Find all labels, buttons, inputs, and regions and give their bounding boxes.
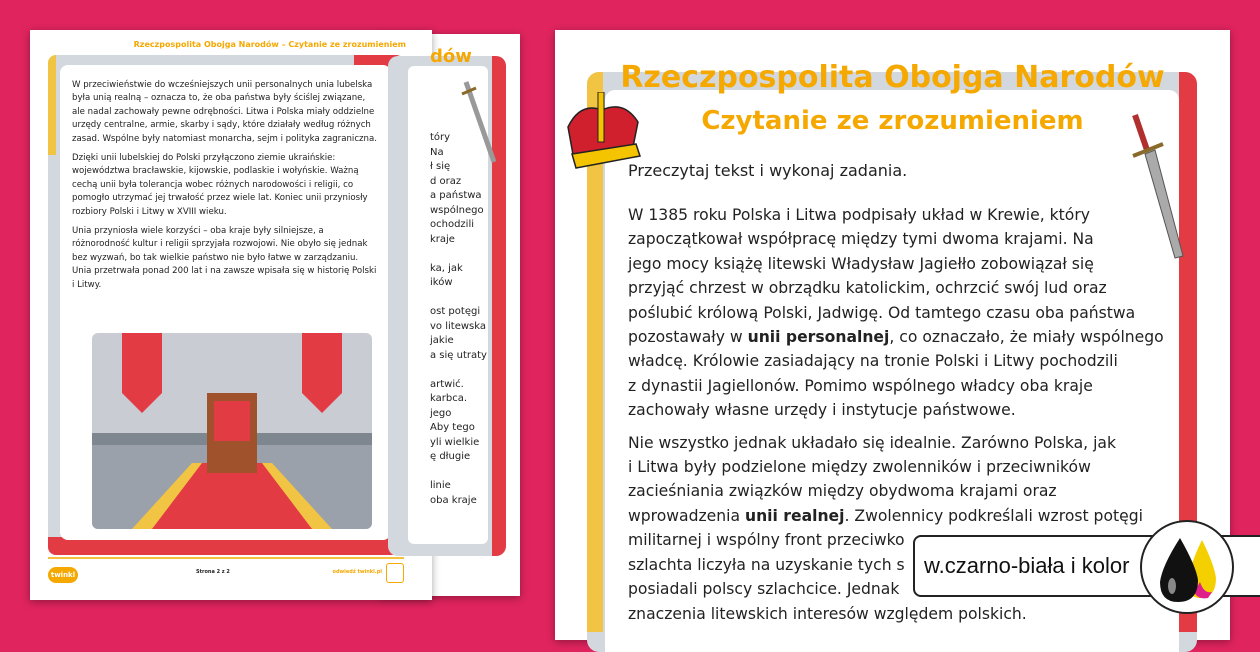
quality-logo [386, 563, 404, 583]
left-page [30, 30, 432, 600]
text-line: posiadali polscy szlachcice. Jednak [628, 580, 900, 599]
sword-icon [460, 76, 500, 166]
text-line: zacieśniania związków między obydwoma krajami oraz [628, 482, 1057, 501]
text-line: jego mocy książę litewski Władysław Jagiełło zobowiązał się [628, 254, 1094, 273]
text-line: zachowały własne urzędy i instytucje państwowe. [628, 401, 1016, 420]
text-line: szlachta liczyła na uzyskanie tych s [628, 555, 905, 574]
text-line: militarnej i wspólny front przeciwko [628, 531, 905, 550]
paragraph: Unia przyniosła wiele korzyści – oba kraje były silniejsze, a różnorodność kultur i religii sprzyjała rozwojowi. Nie obyło się jednak bez wyzwań, bo tak wielkie państwo nie było łatwe w zarządzaniu. Unia przetrwała ponad 200 lat i na zawsze wpisała się w historię Polski i Litwy. [72, 226, 377, 290]
text-line: zapoczątkował współpracę między tymi dwoma krajami. Na [628, 230, 1094, 249]
back-page-title: dów [430, 46, 472, 67]
paragraph: Dzięki unii lubelskiej do Polski przyłączono ziemie ukraińskie: województwa bracławskie, kijowskie, podlaskie i wołyńskie. Ważną cechą unii była tolerancja wobec różnych narodowości i religii, co pomogło utrzymać jej trwałość przez wiele lat. Koniec unii przyniosły rozbiory Polski i Litwy w XVIII wieku. [72, 153, 368, 217]
crown-icon [560, 92, 645, 172]
page-footer [48, 557, 404, 587]
page-title: Rzeczpospolita Obojga Narodów [620, 60, 1165, 95]
paragraph: W przeciwieństwie do wcześniejszych unii personalnych unia lubelska była unią realną – oznacza to, że oba państwa były ściślej związane, ale nadal zachowały pewne odrębności. Litwa i Polska miały oddzielne urzędy centralne, armie, skarby i sądy, które działały według różnych zasad. Wspólne były natomiast monarcha, sejm i polityka zagraniczna. [72, 80, 377, 144]
back-page-text: tóry Na ł się d oraz a państwa wspólnego ochodzili kraje ka, jak ików ost potęgi vo litewska jakie a się utraty artwić. karbca. jego Aby tego yli wielkie ę długie linie oba kraje [430, 132, 487, 506]
page-header: Rzeczpospolita Obojga Narodów – Czytanie ze zrozumieniem [133, 40, 406, 49]
text-line: znaczenia litewskich interesów względem polskich. [628, 604, 1027, 623]
text-line: Nie wszystko jednak układało się idealnie. Zarówno Polska, jak [628, 433, 1116, 452]
print-version-badge: w.czarno-biała i kolor [913, 535, 1260, 597]
paragraph: Nie wszystko jednak układało się idealnie. Zarówno Polska, jak i Litwa były podzielone między zwolenników i przeciwników zacieśniania związków między obydwoma krajami oraz wprowadzenia unii realnej. Zwolennicy podkreślali wzrost potęgi militarnej i wspólny front przeciwko szlachta liczyła na uzyskanie tych s posiadali polscy szlachcice. Jednak znaczenia litewskich interesów względem polskich. [628, 433, 1143, 623]
page-number: Strona 2 z 2 [196, 569, 230, 575]
back-page [380, 34, 520, 596]
paragraph: W 1385 roku Polska i Litwa podpisały układ w Krewie, który zapoczątkował współpracę między tymi dwoma krajami. Na jego mocy książę litewski Władysław Jagiełło zobowiązał się przyjąć chrzest w obrządku katolickim, ochrzcić swój lud oraz poślubić królową Polski, Jadwigę. Od tamtego czasu oba państwa pozostawały w unii personalnej, co oznaczało, że miały wspólnego władcę. Królowie zasiadający na tronie Polski i Litwy pochodzili z dynastii Jagiellonów. Pomimo wspólnego władcy oba kraje zachowały własne urzędy i instytucje państwowe. [628, 206, 1164, 420]
text-line: i Litwa były podzielone między zwolenników i przeciwników [628, 458, 1091, 477]
ink-drops-icon [1140, 520, 1234, 614]
text-line: z dynastii Jagiellonów. Pomimo wspólnego władcy oba kraje [628, 376, 1093, 395]
page-frame [48, 55, 404, 555]
page-subtitle: Czytanie ze zrozumieniem [701, 106, 1084, 136]
instruction: Przeczytaj tekst i wykonaj zadania. [628, 161, 908, 180]
text-line: władcę. Królowie zasiadający na tronie Polski i Litwy pochodzili [628, 352, 1118, 371]
text-line: poślubić królową Polski, Jadwigę. Od tamtego czasu oba państwa [628, 303, 1136, 322]
text-line: W 1385 roku Polska i Litwa podpisały układ w Krewie, który [628, 206, 1090, 224]
visit-link: odwiedź twinkl.pl [332, 569, 382, 575]
twinkl-logo: twinkl [48, 567, 78, 583]
throne-illustration [92, 333, 372, 529]
text-line: przyjąć chrzest w obrządku katolickim, ochrzcić swój lud oraz [628, 279, 1107, 298]
